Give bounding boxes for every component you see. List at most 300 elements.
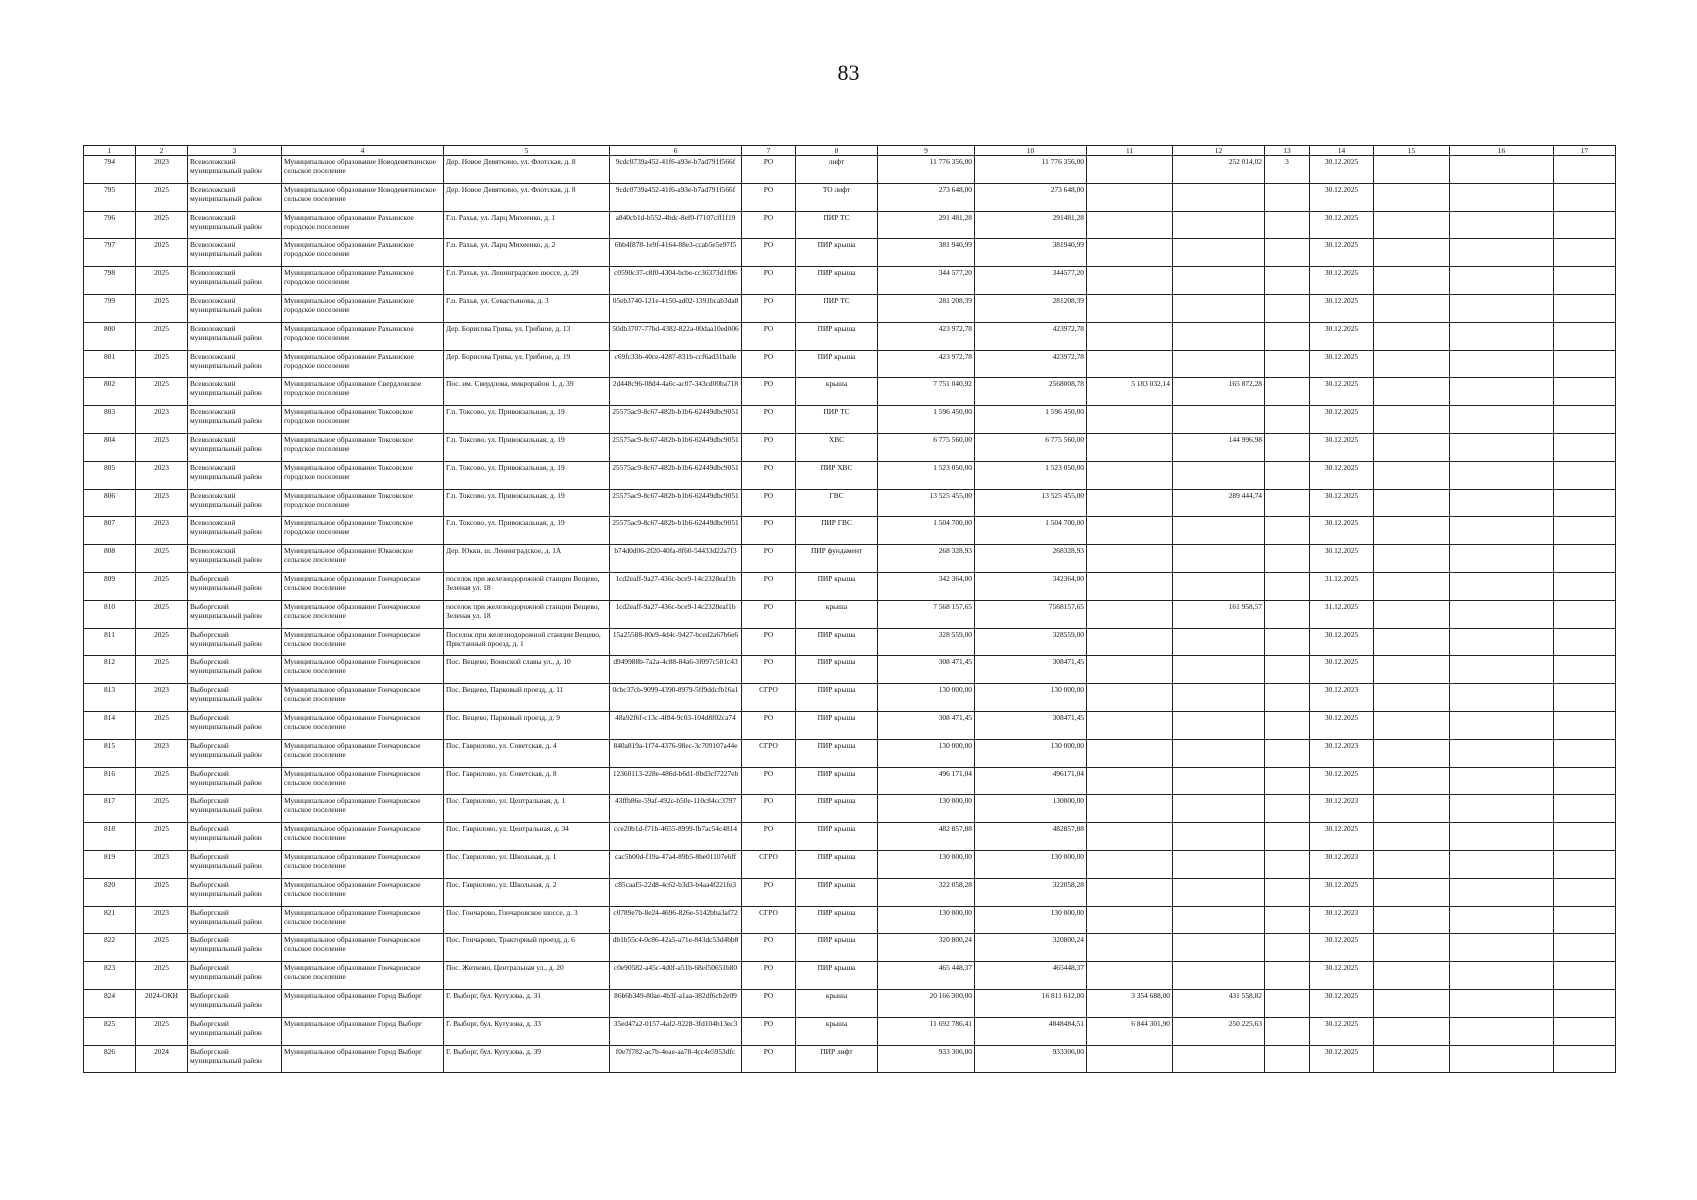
column-header-16: 16 bbox=[1450, 146, 1554, 156]
cell-house-guid: cac5b00d-f19a-47a4-89b5-8be01107e6ff bbox=[610, 850, 742, 878]
cell-cost-part-1: 328559,00 bbox=[975, 628, 1087, 656]
table-row bbox=[84, 906, 1616, 934]
cell-house-guid: 840a819a-1f74-4376-98ec-3c709107a44e bbox=[610, 739, 742, 767]
cell-cost-part-2 bbox=[1087, 600, 1173, 628]
cell-extra-2 bbox=[1450, 294, 1554, 322]
cell-address: Пос. Гаврилово, ул. Центральная, д. 1 bbox=[444, 795, 610, 823]
cell-program-type: РО bbox=[742, 823, 796, 851]
cell-cost-part-3 bbox=[1173, 406, 1265, 434]
cell-total-cost: 268 328,93 bbox=[878, 545, 975, 573]
cell-district: Всеволожский муниципальный район bbox=[188, 239, 282, 267]
cell-address: Г.п. Рахья, ул. Севастьянова, д. 3 bbox=[444, 294, 610, 322]
cell-district: Всеволожский муниципальный район bbox=[188, 406, 282, 434]
cell-row-number: 823 bbox=[84, 962, 136, 990]
cell-deadline: 30.12.2025 bbox=[1310, 767, 1374, 795]
cell-cost-part-1: 1 596 450,00 bbox=[975, 406, 1087, 434]
cell-extra-1 bbox=[1374, 211, 1450, 239]
cell-year: 2025 bbox=[136, 267, 188, 295]
cell-cost-part-3 bbox=[1173, 850, 1265, 878]
cell-cost-part-3 bbox=[1173, 656, 1265, 684]
table-row bbox=[84, 1045, 1616, 1073]
cell-count bbox=[1265, 934, 1310, 962]
table-row bbox=[84, 433, 1616, 461]
table-row bbox=[84, 545, 1616, 573]
cell-municipality: Муниципальное образование Рахьинское городское поселение bbox=[282, 211, 444, 239]
table-row bbox=[84, 294, 1616, 322]
cell-extra-3 bbox=[1554, 545, 1616, 573]
cell-extra-1 bbox=[1374, 878, 1450, 906]
cell-year: 2025 bbox=[136, 962, 188, 990]
cell-extra-2 bbox=[1450, 795, 1554, 823]
cell-extra-3 bbox=[1554, 600, 1616, 628]
cell-district: Всеволожский муниципальный район bbox=[188, 156, 282, 184]
cell-count bbox=[1265, 572, 1310, 600]
cell-work-type: ПИР ТС bbox=[796, 294, 878, 322]
cell-cost-part-3 bbox=[1173, 350, 1265, 378]
cell-cost-part-3 bbox=[1173, 572, 1265, 600]
cell-house-guid: d949988b-7a2a-4c88-84a6-3f097c581c43 bbox=[610, 656, 742, 684]
cell-deadline: 30.12.2025 bbox=[1310, 406, 1374, 434]
cell-extra-1 bbox=[1374, 433, 1450, 461]
cell-cost-part-3 bbox=[1173, 906, 1265, 934]
cell-work-type: ПИР ТС bbox=[796, 211, 878, 239]
column-header-9: 9 bbox=[878, 146, 975, 156]
cell-district: Выборгский муниципальный район bbox=[188, 684, 282, 712]
cell-year: 2025 bbox=[136, 767, 188, 795]
cell-cost-part-1: 13 525 455,00 bbox=[975, 489, 1087, 517]
cell-extra-3 bbox=[1554, 1045, 1616, 1073]
cell-cost-part-1: 342364,00 bbox=[975, 572, 1087, 600]
cell-count bbox=[1265, 684, 1310, 712]
cell-address: Г.п. Токсово, ул. Привокзальная, д. 19 bbox=[444, 461, 610, 489]
cell-municipality: Муниципальное образование Новодевяткинское сельское поселение bbox=[282, 156, 444, 184]
cell-extra-3 bbox=[1554, 183, 1616, 211]
cell-address: Дер. Юкки, ш. Ленинградское, д. 1А bbox=[444, 545, 610, 573]
cell-cost-part-3 bbox=[1173, 294, 1265, 322]
cell-extra-2 bbox=[1450, 572, 1554, 600]
cell-cost-part-1: 381940,99 bbox=[975, 239, 1087, 267]
cell-count bbox=[1265, 628, 1310, 656]
cell-extra-2 bbox=[1450, 934, 1554, 962]
cell-house-guid: cce20b1d-f71b-4655-8999-fb7ac54c4814 bbox=[610, 823, 742, 851]
cell-cost-part-1: 1 523 050,00 bbox=[975, 461, 1087, 489]
cell-year: 2025 bbox=[136, 656, 188, 684]
cell-work-type: ГВС bbox=[796, 489, 878, 517]
cell-address: Г.п. Токсово, ул. Привокзальная, д. 19 bbox=[444, 489, 610, 517]
cell-total-cost: 7 568 157,65 bbox=[878, 600, 975, 628]
cell-municipality: Муниципальное образование Токсовское городское поселение bbox=[282, 406, 444, 434]
cell-district: Всеволожский муниципальный район bbox=[188, 322, 282, 350]
cell-deadline: 30.12.2025 bbox=[1310, 878, 1374, 906]
cell-extra-1 bbox=[1374, 183, 1450, 211]
cell-district: Всеволожский муниципальный район bbox=[188, 211, 282, 239]
cell-municipality: Муниципальное образование Город Выборг bbox=[282, 989, 444, 1017]
cell-cost-part-2 bbox=[1087, 656, 1173, 684]
cell-program-type: РО bbox=[742, 461, 796, 489]
cell-cost-part-3 bbox=[1173, 1045, 1265, 1073]
column-header-7: 7 bbox=[742, 146, 796, 156]
cell-cost-part-2: 5 183 032,14 bbox=[1087, 378, 1173, 406]
cell-cost-part-2 bbox=[1087, 628, 1173, 656]
cell-count bbox=[1265, 739, 1310, 767]
cell-house-guid: 50db3707-77bd-4382-822a-00daa10ed006 bbox=[610, 322, 742, 350]
cell-address: поселок при железнодорожной станции Вещево, Зеленая ул. 18 bbox=[444, 572, 610, 600]
cell-extra-2 bbox=[1450, 989, 1554, 1017]
cell-deadline: 30.12.2025 bbox=[1310, 378, 1374, 406]
cell-row-number: 808 bbox=[84, 545, 136, 573]
cell-count bbox=[1265, 294, 1310, 322]
cell-row-number: 795 bbox=[84, 183, 136, 211]
cell-house-guid: 9cdc0739a452-41f6-a93e-b7ad791f566f bbox=[610, 156, 742, 184]
cell-cost-part-1: 320800,24 bbox=[975, 934, 1087, 962]
cell-deadline: 30.12.2025 bbox=[1310, 239, 1374, 267]
cell-municipality: Муниципальное образование Гончаровское сельское поселение bbox=[282, 906, 444, 934]
cell-cost-part-3: 161 958,57 bbox=[1173, 600, 1265, 628]
cell-count bbox=[1265, 406, 1310, 434]
cell-cost-part-3: 250 225,63 bbox=[1173, 1017, 1265, 1045]
cell-row-number: 809 bbox=[84, 572, 136, 600]
cell-row-number: 805 bbox=[84, 461, 136, 489]
cell-house-guid: c85caaf5-22d8-4c62-b3d3-b4aa4f221fe3 bbox=[610, 878, 742, 906]
cell-year: 2023 bbox=[136, 433, 188, 461]
cell-address: Пос. Вещево, Парковый проезд, д. 9 bbox=[444, 711, 610, 739]
cell-cost-part-1: 423972,78 bbox=[975, 322, 1087, 350]
table-row bbox=[84, 962, 1616, 990]
cell-total-cost: 308 471,45 bbox=[878, 656, 975, 684]
cell-house-guid: 2d448c96-08d4-4a6c-ac07-343cd00ba718 bbox=[610, 378, 742, 406]
table-row bbox=[84, 322, 1616, 350]
cell-count bbox=[1265, 823, 1310, 851]
cell-cost-part-1: 322058,28 bbox=[975, 878, 1087, 906]
cell-count bbox=[1265, 183, 1310, 211]
cell-year: 2023 bbox=[136, 406, 188, 434]
cell-district: Всеволожский муниципальный район bbox=[188, 267, 282, 295]
cell-total-cost: 328 559,00 bbox=[878, 628, 975, 656]
cell-extra-3 bbox=[1554, 934, 1616, 962]
cell-total-cost: 13 525 455,00 bbox=[878, 489, 975, 517]
cell-address: Дер. Борисова Грива, ул. Грибное, д. 13 bbox=[444, 322, 610, 350]
cell-year: 2023 bbox=[136, 739, 188, 767]
cell-cost-part-2 bbox=[1087, 489, 1173, 517]
cell-extra-2 bbox=[1450, 628, 1554, 656]
table-row bbox=[84, 406, 1616, 434]
cell-address: Поселок при железнодорожной станции Вещево, Пристанный проезд, д. 1 bbox=[444, 628, 610, 656]
cell-row-number: 801 bbox=[84, 350, 136, 378]
cell-cost-part-1: 344577,20 bbox=[975, 267, 1087, 295]
column-header-8: 8 bbox=[796, 146, 878, 156]
cell-extra-1 bbox=[1374, 350, 1450, 378]
cell-row-number: 807 bbox=[84, 517, 136, 545]
cell-total-cost: 496 171,04 bbox=[878, 767, 975, 795]
cell-district: Выборгский муниципальный район bbox=[188, 795, 282, 823]
cell-extra-3 bbox=[1554, 211, 1616, 239]
cell-year: 2025 bbox=[136, 211, 188, 239]
cell-address: Г.п. Токсово, ул. Привокзальная, д. 19 bbox=[444, 517, 610, 545]
cell-cost-part-1: 933306,00 bbox=[975, 1045, 1087, 1073]
cell-work-type: крыша bbox=[796, 378, 878, 406]
cell-work-type: ПИР крыша bbox=[796, 322, 878, 350]
cell-cost-part-2 bbox=[1087, 962, 1173, 990]
header-row bbox=[84, 146, 1616, 156]
cell-house-guid: 48a92f6f-c13c-4f84-9c03-104d8f02ca74 bbox=[610, 711, 742, 739]
cell-district: Выборгский муниципальный район bbox=[188, 711, 282, 739]
cell-house-guid: 12360113-228e-486d-b6d1-8bd3cf7227eb bbox=[610, 767, 742, 795]
cell-cost-part-1: 16 811 612,00 bbox=[975, 989, 1087, 1017]
cell-total-cost: 130 000,00 bbox=[878, 684, 975, 712]
cell-extra-3 bbox=[1554, 517, 1616, 545]
cell-municipality: Муниципальное образование Рахьинское городское поселение bbox=[282, 350, 444, 378]
cell-extra-1 bbox=[1374, 322, 1450, 350]
cell-extra-1 bbox=[1374, 739, 1450, 767]
cell-year: 2025 bbox=[136, 545, 188, 573]
cell-extra-1 bbox=[1374, 684, 1450, 712]
cell-municipality: Муниципальное образование Гончаровское сельское поселение bbox=[282, 795, 444, 823]
cell-extra-3 bbox=[1554, 322, 1616, 350]
cell-program-type: РО bbox=[742, 322, 796, 350]
cell-count bbox=[1265, 962, 1310, 990]
cell-address: Г. Выборг, бул. Кутузова, д. 39 bbox=[444, 1045, 610, 1073]
cell-work-type: ПИР крыша bbox=[796, 628, 878, 656]
cell-work-type: ПИР ТС bbox=[796, 406, 878, 434]
cell-address: Пос. Гончарово, Тракторный проезд, д. 6 bbox=[444, 934, 610, 962]
cell-program-type: СГРО bbox=[742, 850, 796, 878]
cell-district: Выборгский муниципальный район bbox=[188, 989, 282, 1017]
cell-extra-3 bbox=[1554, 572, 1616, 600]
cell-district: Выборгский муниципальный район bbox=[188, 823, 282, 851]
cell-extra-1 bbox=[1374, 656, 1450, 684]
cell-extra-3 bbox=[1554, 767, 1616, 795]
cell-row-number: 824 bbox=[84, 989, 136, 1017]
cell-extra-1 bbox=[1374, 906, 1450, 934]
cell-address: Пос. Гаврилово, ул. Школьная, д. 2 bbox=[444, 878, 610, 906]
cell-cost-part-1: 423972,78 bbox=[975, 350, 1087, 378]
cell-program-type: РО bbox=[742, 183, 796, 211]
cell-address: Дер. Новое Девяткино, ул. Флотская, д. 8 bbox=[444, 156, 610, 184]
cell-total-cost: 130 000,00 bbox=[878, 906, 975, 934]
cell-year: 2025 bbox=[136, 294, 188, 322]
cell-cost-part-3 bbox=[1173, 795, 1265, 823]
cell-address: Пос. Гаврилово, ул. Советская, д. 8 bbox=[444, 767, 610, 795]
cell-row-number: 804 bbox=[84, 433, 136, 461]
cell-cost-part-2 bbox=[1087, 850, 1173, 878]
cell-municipality: Муниципальное образование Гончаровское сельское поселение bbox=[282, 628, 444, 656]
cell-extra-1 bbox=[1374, 823, 1450, 851]
cell-year: 2025 bbox=[136, 628, 188, 656]
cell-municipality: Муниципальное образование Город Выборг bbox=[282, 1017, 444, 1045]
cell-extra-1 bbox=[1374, 989, 1450, 1017]
cell-municipality: Муниципальное образование Гончаровское сельское поселение bbox=[282, 684, 444, 712]
cell-total-cost: 291 481,28 bbox=[878, 211, 975, 239]
cell-cost-part-3 bbox=[1173, 239, 1265, 267]
cell-work-type: ПИР крыша bbox=[796, 934, 878, 962]
cell-year: 2025 bbox=[136, 572, 188, 600]
cell-extra-2 bbox=[1450, 739, 1554, 767]
cell-deadline: 30.12.2025 bbox=[1310, 322, 1374, 350]
cell-work-type: крыша bbox=[796, 1017, 878, 1045]
cell-municipality: Муниципальное образование Гончаровское сельское поселение bbox=[282, 739, 444, 767]
cell-cost-part-2 bbox=[1087, 239, 1173, 267]
cell-cost-part-2: 3 354 688,00 bbox=[1087, 989, 1173, 1017]
cell-program-type: РО bbox=[742, 878, 796, 906]
cell-house-guid: db1b55c4-0c86-42a5-a71e-843dc53d4bb8 bbox=[610, 934, 742, 962]
cell-cost-part-2 bbox=[1087, 211, 1173, 239]
cell-extra-2 bbox=[1450, 378, 1554, 406]
cell-total-cost: 1 523 050,00 bbox=[878, 461, 975, 489]
cell-municipality: Муниципальное образование Город Выборг bbox=[282, 1045, 444, 1073]
cell-deadline: 30.12.2025 bbox=[1310, 823, 1374, 851]
table-row bbox=[84, 239, 1616, 267]
cell-house-guid: 1cd2eaff-9a27-436c-bce9-14c2328eaf1b bbox=[610, 572, 742, 600]
cell-district: Выборгский муниципальный район bbox=[188, 906, 282, 934]
cell-municipality: Муниципальное образование Гончаровское сельское поселение bbox=[282, 711, 444, 739]
cell-extra-3 bbox=[1554, 878, 1616, 906]
cell-extra-2 bbox=[1450, 183, 1554, 211]
cell-work-type: ТО лифт bbox=[796, 183, 878, 211]
cell-deadline: 30.12.2023 bbox=[1310, 850, 1374, 878]
cell-program-type: РО bbox=[742, 433, 796, 461]
cell-cost-part-3 bbox=[1173, 183, 1265, 211]
cell-address: Пос. Житково, Центральная ул., д. 20 bbox=[444, 962, 610, 990]
cell-deadline: 30.12.2025 bbox=[1310, 433, 1374, 461]
cell-extra-2 bbox=[1450, 433, 1554, 461]
column-header-13: 13 bbox=[1265, 146, 1310, 156]
cell-district: Выборгский муниципальный район bbox=[188, 572, 282, 600]
cell-row-number: 797 bbox=[84, 239, 136, 267]
cell-extra-2 bbox=[1450, 545, 1554, 573]
cell-deadline: 30.12.2025 bbox=[1310, 1045, 1374, 1073]
cell-house-guid: c69fc33b-40ce-4287-831b-ccf6ad31ba0e bbox=[610, 350, 742, 378]
cell-extra-2 bbox=[1450, 489, 1554, 517]
table-row bbox=[84, 489, 1616, 517]
cell-program-type: РО bbox=[742, 489, 796, 517]
cell-district: Всеволожский муниципальный район bbox=[188, 183, 282, 211]
cell-cost-part-2 bbox=[1087, 878, 1173, 906]
cell-year: 2023 bbox=[136, 850, 188, 878]
cell-house-guid: 9cdc0739a452-41f6-a93e-b7ad791f566f bbox=[610, 183, 742, 211]
cell-district: Выборгский муниципальный район bbox=[188, 628, 282, 656]
cell-total-cost: 1 504 700,00 bbox=[878, 517, 975, 545]
cell-house-guid: c0590c37-c8f0-4304-bcbe-cc36373d1f06 bbox=[610, 267, 742, 295]
table-row bbox=[84, 267, 1616, 295]
cell-address: Г.п. Рахья, ул. Ларц Михеенко, д. 2 bbox=[444, 239, 610, 267]
cell-extra-2 bbox=[1450, 684, 1554, 712]
cell-deadline: 30.12.2023 bbox=[1310, 906, 1374, 934]
cell-deadline: 30.12.2025 bbox=[1310, 989, 1374, 1017]
cell-extra-1 bbox=[1374, 628, 1450, 656]
cell-extra-3 bbox=[1554, 294, 1616, 322]
cell-program-type: РО bbox=[742, 711, 796, 739]
cell-count bbox=[1265, 350, 1310, 378]
cell-extra-2 bbox=[1450, 656, 1554, 684]
cell-municipality: Муниципальное образование Рахьинское городское поселение bbox=[282, 239, 444, 267]
cell-cost-part-3 bbox=[1173, 739, 1265, 767]
cell-extra-3 bbox=[1554, 350, 1616, 378]
cell-cost-part-3: 289 444,74 bbox=[1173, 489, 1265, 517]
cell-program-type: СГРО bbox=[742, 906, 796, 934]
cell-address: Дер. Новое Девяткино, ул. Флотская, д. 8 bbox=[444, 183, 610, 211]
cell-cost-part-3 bbox=[1173, 545, 1265, 573]
cell-cost-part-2 bbox=[1087, 294, 1173, 322]
cell-deadline: 30.12.2023 bbox=[1310, 739, 1374, 767]
cell-count bbox=[1265, 378, 1310, 406]
cell-row-number: 826 bbox=[84, 1045, 136, 1073]
cell-program-type: РО bbox=[742, 795, 796, 823]
cell-extra-2 bbox=[1450, 767, 1554, 795]
table-row bbox=[84, 989, 1616, 1017]
cell-cost-part-1: 130000,00 bbox=[975, 795, 1087, 823]
column-header-1: 1 bbox=[84, 146, 136, 156]
table-row bbox=[84, 156, 1616, 184]
cell-cost-part-2 bbox=[1087, 406, 1173, 434]
page-number: 83 bbox=[837, 60, 860, 85]
column-header-5: 5 bbox=[444, 146, 610, 156]
cell-district: Выборгский муниципальный район bbox=[188, 739, 282, 767]
cell-cost-part-1: 308471,45 bbox=[975, 711, 1087, 739]
cell-year: 2023 bbox=[136, 906, 188, 934]
table-body bbox=[84, 156, 1616, 1073]
cell-row-number: 799 bbox=[84, 294, 136, 322]
cell-year: 2025 bbox=[136, 600, 188, 628]
cell-cost-part-3 bbox=[1173, 211, 1265, 239]
cell-count bbox=[1265, 1045, 1310, 1073]
cell-deadline: 30.12.2025 bbox=[1310, 656, 1374, 684]
cell-program-type: РО bbox=[742, 628, 796, 656]
cell-deadline: 30.12.2025 bbox=[1310, 211, 1374, 239]
table-row bbox=[84, 517, 1616, 545]
cell-address: Пос. им. Свердлова, микрорайон 1, д. 39 bbox=[444, 378, 610, 406]
cell-extra-3 bbox=[1554, 406, 1616, 434]
cell-extra-2 bbox=[1450, 461, 1554, 489]
cell-extra-1 bbox=[1374, 1045, 1450, 1073]
cell-program-type: РО bbox=[742, 1045, 796, 1073]
cell-cost-part-3: 144 996,98 bbox=[1173, 433, 1265, 461]
cell-year: 2025 bbox=[136, 183, 188, 211]
cell-work-type: ПИР крыша bbox=[796, 711, 878, 739]
cell-work-type: ПИР лифт bbox=[796, 1045, 878, 1073]
cell-municipality: Муниципальное образование Токсовское городское поселение bbox=[282, 433, 444, 461]
cell-district: Всеволожский муниципальный район bbox=[188, 489, 282, 517]
cell-row-number: 819 bbox=[84, 850, 136, 878]
cell-work-type: ПИР крыша bbox=[796, 962, 878, 990]
cell-extra-3 bbox=[1554, 378, 1616, 406]
cell-year: 2023 bbox=[136, 517, 188, 545]
cell-address: Г.п. Токсово, ул. Привокзальная, д. 19 bbox=[444, 406, 610, 434]
cell-total-cost: 273 648,00 bbox=[878, 183, 975, 211]
table-row bbox=[84, 934, 1616, 962]
table-row bbox=[84, 211, 1616, 239]
cell-total-cost: 342 364,00 bbox=[878, 572, 975, 600]
cell-district: Выборгский муниципальный район bbox=[188, 878, 282, 906]
cell-deadline: 31.12.2025 bbox=[1310, 600, 1374, 628]
cell-work-type: ПИР фундамент bbox=[796, 545, 878, 573]
cell-cost-part-2 bbox=[1087, 267, 1173, 295]
cell-total-cost: 482 857,88 bbox=[878, 823, 975, 851]
table-row bbox=[84, 628, 1616, 656]
cell-extra-2 bbox=[1450, 406, 1554, 434]
cell-extra-2 bbox=[1450, 239, 1554, 267]
cell-address: Г.п. Рахья, ул. Ларц Михеенко, д. 1 bbox=[444, 211, 610, 239]
cell-count bbox=[1265, 489, 1310, 517]
cell-year: 2024 bbox=[136, 1045, 188, 1073]
cell-deadline: 30.12.2025 bbox=[1310, 294, 1374, 322]
table-row bbox=[84, 461, 1616, 489]
cell-cost-part-1: 4848484,51 bbox=[975, 1017, 1087, 1045]
cell-row-number: 822 bbox=[84, 934, 136, 962]
registry-table bbox=[83, 145, 1616, 1073]
cell-extra-3 bbox=[1554, 989, 1616, 1017]
cell-program-type: РО bbox=[742, 406, 796, 434]
cell-year: 2025 bbox=[136, 239, 188, 267]
